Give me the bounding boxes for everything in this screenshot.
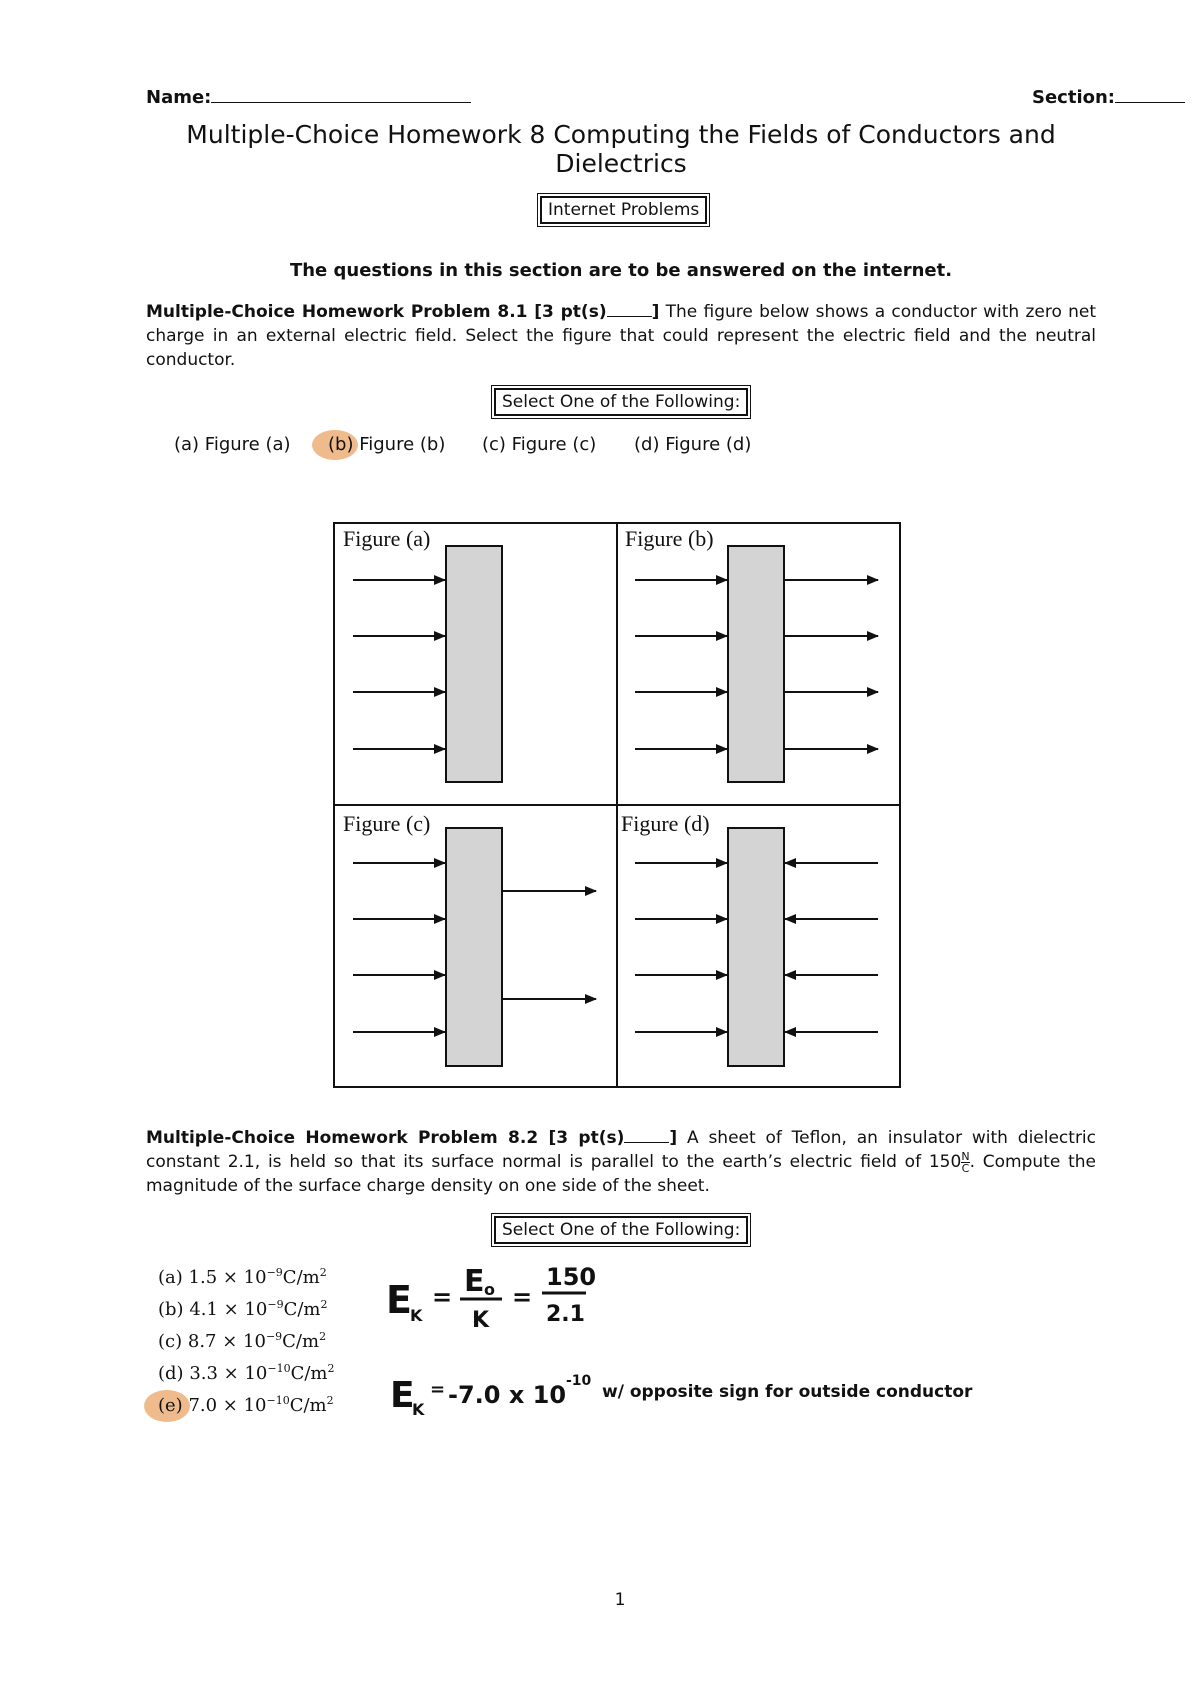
handwritten-notes [380, 1255, 1000, 1425]
name-label: Name: [146, 87, 212, 108]
select-one-label-2: Select One of the Following: [494, 1216, 748, 1244]
conductor-b [728, 546, 784, 782]
option-b[interactable]: (b) Figure (b) [328, 434, 445, 455]
problem-8-2-heading: Multiple-Choice Homework Problem 8.2 [3 pt(s) [146, 1128, 625, 1148]
intro-text: The questions in this section are to be answered on the internet. [289, 260, 953, 281]
svg-text:2.1: 2.1 [546, 1302, 585, 1327]
svg-text:o: o [484, 1280, 495, 1299]
svg-text:K: K [472, 1308, 490, 1333]
option-d[interactable]: (d) Figure (d) [634, 434, 752, 455]
points-blank [624, 1128, 669, 1143]
svg-text:K: K [412, 1400, 425, 1419]
figure-b-label: Figure (b) [625, 526, 714, 551]
field-lines-a [353, 580, 445, 749]
figure-d-label: Figure (d) [621, 811, 710, 836]
problem-8-2: Multiple-Choice Homework Problem 8.2 [3 pt(s) ] A sheet of Teflon, an insulator with dielectric constant 2.1, is held so that its surface normal is parallel to the earth’s electric field of 150 $\frac{N}{C}$ . Compute the magnitude of the surface charge density on one side of the sheet. [146, 1128, 1097, 1196]
svg-text:E: E [464, 1264, 485, 1299]
svg-text:=: = [432, 1283, 453, 1311]
problem-8-2-text-a: A sheet of Teflon, an insulator with dielectric constant 2.1, is held so that its surface normal is parallel to the earth’s electric field of 150 [146, 1128, 1097, 1172]
option-c[interactable]: (c) Figure (c) [482, 434, 597, 455]
option-a[interactable]: (a) Figure (a) [174, 434, 291, 455]
svg-text:E: E [390, 1375, 415, 1416]
svg-text:w/ opposite sign for outside c: w/ opposite sign for outside conductor [602, 1382, 973, 1402]
internet-problems-box: Internet Problems [540, 196, 707, 224]
figure-a-label: Figure (a) [343, 526, 431, 551]
option-b[interactable]: (b) $4.1 \times 10^{-9}C/m^2$ [158, 1298, 328, 1320]
figure-c-label: Figure (c) [343, 811, 431, 836]
select-one-label: Select One of the Following: [494, 388, 748, 416]
problem-8-2-text-b: . Compute the magnitude of the surface charge density on one side of the sheet. [146, 1152, 1096, 1196]
problem-8-1-heading: Multiple-Choice Homework Problem 8.1 [3 pt(s) [146, 302, 607, 322]
conductor-a [446, 546, 502, 782]
option-e[interactable]: (e) $7.0 \times 10^{-10}C/m^2$ [158, 1394, 334, 1416]
section-field [1032, 86, 1185, 108]
svg-text:K: K [410, 1306, 423, 1325]
svg-text:=: = [430, 1379, 446, 1400]
conductor-c [446, 828, 502, 1066]
option-a[interactable]: (a) $1.5 \times 10^{-9}C/m^2$ [158, 1266, 327, 1288]
section-line [1115, 86, 1185, 103]
name-line [211, 86, 471, 103]
page-title: Multiple-Choice Homework 8 Computing the Fields of Conductors and Dielectrics [186, 120, 1056, 178]
points-blank [607, 302, 652, 317]
svg-text:150: 150 [546, 1263, 597, 1291]
svg-text:-7.0 x 10: -7.0 x 10 [448, 1381, 567, 1409]
section-label: Section: [1032, 87, 1115, 108]
hw-e-k: E [386, 1278, 412, 1322]
option-d[interactable]: (d) $3.3 \times 10^{-10}C/m^2$ [158, 1362, 335, 1384]
svg-text:=: = [512, 1283, 533, 1311]
problem-8-1-text: The figure below shows a conductor with zero net charge in an external electric field. Select the figure that could represent the electric field and the neutral conductor. [146, 302, 1097, 370]
problem-8-1: Multiple-Choice Homework Problem 8.1 [3 pt(s) ] The figure below shows a conductor with zero net charge in an external electric field. Select the figure that could represent the electric field and the neutral conductor. [146, 302, 1097, 370]
figure-grid [333, 522, 903, 1090]
name-field [146, 86, 471, 108]
unit-fraction: $\frac{N}{C}$ [961, 1149, 970, 1175]
option-c[interactable]: (c) $8.7 \times 10^{-9}C/m^2$ [158, 1330, 327, 1352]
page-number: 1 [614, 1590, 626, 1610]
conductor-d [728, 828, 784, 1066]
svg-text:-10: -10 [566, 1373, 592, 1389]
